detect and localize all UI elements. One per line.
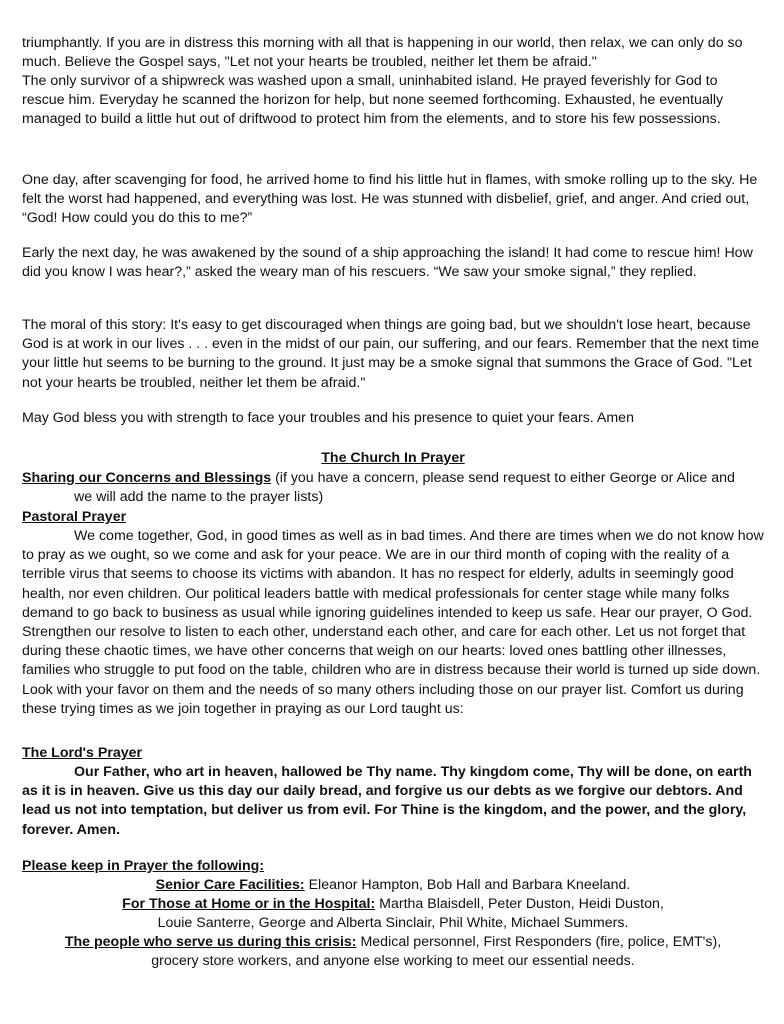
sharing-concerns-line [22, 469, 772, 488]
serve-us-names-continued: grocery store workers, and anyone else working to meet our essential needs. [151, 953, 635, 969]
sharing-concerns-note: (if you have a concern, please send request to either George or Alice and [271, 470, 735, 486]
pastoral-prayer-heading: Pastoral Prayer [22, 509, 127, 525]
senior-care-label: Senior Care Facilities: [155, 877, 305, 893]
home-hospital-label: For Those at Home or in the Hospital: [122, 896, 376, 912]
prayer-list-heading: Please keep in Prayer the following: [22, 858, 265, 874]
sharing-concerns-heading: Sharing our Concerns and Blessings [22, 470, 272, 486]
pastoral-prayer-text: We come together, God, in good times as well as in bad times. And there are times when we do not know how to pray as we ought, so we come and ask for your peace. We are in our third month of coping with the reality of a terrible virus that seems to choose its victims with abandon. It has no respect for elderly, adults in seemingly good health, nor even children. Our political leaders battle with medical professionals for center stage while many folks demand to go back to business as usual while ignoring guidelines intended to keep us safe. Hear our prayer, O God. Strengthen our resolve to listen to each other, understand each other, and care for each other. Let us not forget that during these chaotic times, we have other concerns that weigh on our hearts: loved ones battling other illnesses, families who struggle to put food on the table, children who are in distress because their world is turned up side down. Look with your favor on them and the needs of so many others including those on our prayer list. Comfort us during these trying times as we join together in praying as our Lord taught us: [22, 528, 764, 717]
serve-us-names: Medical personnel, First Responders (fire, police, EMT's), [356, 934, 722, 950]
story-paragraph-5: The moral of this story: It's easy to get discouraged when things are going bad, but we shouldn't lose heart, because God is at work in our lives . . . even in the midst of our pain, our suffering, and our fears. Remember that the next time your little hut seems to be burning to the ground. It just may be a smoke signal that summons the Grace of God. "Let not your hearts be troubled, neither let them be afraid." [22, 317, 760, 391]
serve-us-label: The people who serve us during this crisis: [64, 934, 357, 950]
lords-prayer-heading: The Lord's Prayer [22, 745, 143, 761]
story-closing-blessing: May God bless you with strength to face your troubles and his presence to quiet your fears. Amen [22, 410, 634, 426]
story-paragraph-4: Early the next day, he was awakened by the sound of a ship approaching the island! It had come to rescue him! How did you know I was hear?,” asked the weary man of his rescuers. “We saw your smoke signal,” they replied. [22, 245, 753, 281]
home-hospital-names: Martha Blaisdell, Peter Duston, Heidi Duston, [375, 896, 664, 912]
lords-prayer-text: Our Father, who art in heaven, hallowed be Thy name. Thy kingdom come, Thy will be done, on earth as it is in heaven. Give us this day our daily bread, and forgive us our debts as we forgive our debtors. And lead us not into temptation, but deliver us from evil. For Thine is the kingdom, and the power, and the glory, forever. Amen. [22, 764, 752, 838]
story-paragraph-2: The only survivor of a shipwreck was washed upon a small, uninhabited island. He prayed feverishly for God to rescue him. Everyday he scanned the horizon for help, but none seemed forthcoming. Exhausted, he eventually managed to build a little hut out of driftwood to protect him from the elements, and to store his few possessions. [22, 73, 724, 128]
church-in-prayer-title: The Church In Prayer [321, 450, 465, 466]
home-hospital-names-continued: Louie Santerre, George and Alberta Sinclair, Phil White, Michael Summers. [157, 915, 629, 931]
home-hospital-line [22, 895, 764, 914]
serve-us-line [22, 933, 764, 952]
story-paragraph-3: One day, after scavenging for food, he arrived home to find his little hut in flames, with smoke rolling up to the sky. He felt the worst had happened, and everything was lost. He was stunned with disbelief, grief, and anger. And cried out, “God! How could you do this to me?” [22, 172, 758, 227]
story-paragraph-1: triumphantly. If you are in distress this morning with all that is happening in our world, then relax, we can only do so much. Believe the Gospel says, "Let not your hearts be troubled, neither let them be afraid." [22, 35, 743, 71]
sharing-concerns-note-continued: we will add the name to the prayer lists) [74, 489, 324, 505]
senior-care-names: Eleanor Hampton, Bob Hall and Barbara Kneeland. [304, 877, 631, 893]
senior-care-line [22, 876, 764, 895]
